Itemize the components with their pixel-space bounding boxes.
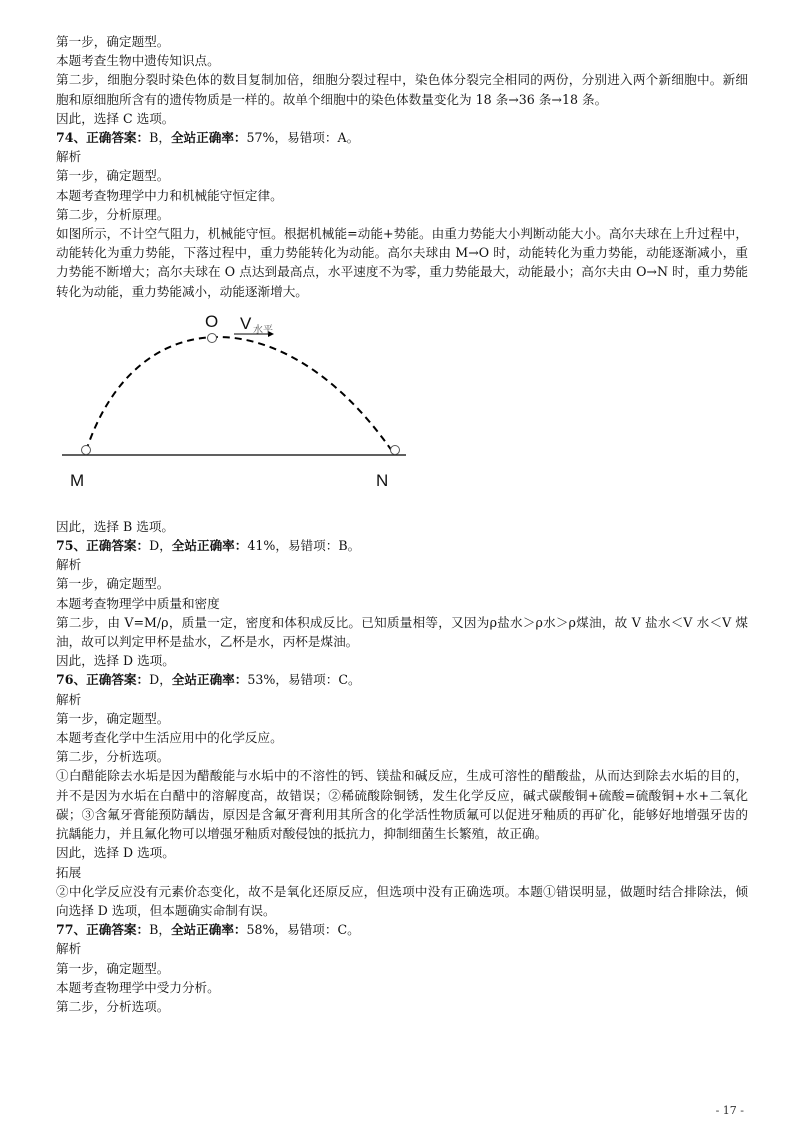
correct-answer-label: 正确答案： [86, 922, 150, 938]
question-number: 77、 [56, 922, 87, 938]
correct-answer-value: D， [149, 538, 172, 554]
text-line: 本题考查物理学中质量和密度 [56, 595, 220, 611]
text-line: 第二步，分析原理。 [56, 206, 170, 222]
label-o: O [205, 311, 219, 331]
question-number: 76、 [56, 672, 87, 688]
label-horizontal: 水平 [253, 324, 273, 336]
text-line: 第二步，分析选项。 [56, 998, 170, 1014]
text-line: 本题考查生物中遗传知识点。 [56, 53, 220, 69]
accuracy-value: 57%，易错项：A。 [246, 130, 360, 146]
text-paragraph: 第二步，细胞分裂时染色体的数目复制加倍，细胞分裂过程中，染色体分裂完全相同的两份，分别进入两个新细胞中。新细胞和原细胞所含有的遗传物质是一样的。故单个细胞中的染色体数量变化为 18 条→36 条→18 条。 [56, 72, 748, 107]
text-paragraph: 第二步，由 V=M/ρ，质量一定，密度和体积成反比。已知质量相等，又因为ρ盐水＞ρ水＞ρ煤油，故 V 盐水＜V 水＜V 煤油，故可以判定甲杯是盐水，乙杯是水，丙杯是煤油。 [56, 614, 748, 650]
block-73-tail [56, 32, 748, 128]
analysis-74 [56, 147, 748, 301]
text-line: 因此，选择 D 选项。 [56, 653, 175, 669]
answer-header-74 [56, 128, 748, 147]
section-heading: 解析 [56, 149, 82, 165]
accuracy-label: 全站正确率： [171, 538, 248, 554]
section-heading: 拓展 [56, 864, 82, 880]
accuracy-label: 全站正确率： [171, 672, 248, 688]
accuracy-label: 全站正确率： [170, 130, 247, 146]
label-v: V [240, 313, 252, 333]
label-n: N [376, 470, 389, 490]
text-line: 第二步，分析选项。 [56, 749, 170, 765]
answer-header-76 [56, 670, 748, 689]
text-line: 因此，选择 C 选项。 [56, 110, 175, 126]
section-heading: 解析 [56, 941, 82, 957]
label-m: M [70, 470, 85, 490]
answer-header-75 [56, 536, 748, 555]
text-line: 因此，选择 B 选项。 [56, 518, 175, 534]
document-page [56, 32, 748, 1016]
correct-answer-label: 正确答案： [86, 672, 150, 688]
text-paragraph: ②中化学反应没有元素价态变化，故不是氧化还原反应，但选项中没有正确选项。本题①错误明显，做题时结合排除法，倾向选择 D 选项，但本题确实命制有误。 [56, 883, 748, 918]
correct-answer-label: 正确答案： [86, 538, 150, 554]
trajectory-path [86, 337, 392, 451]
trajectory-diagram [56, 309, 748, 509]
section-heading: 解析 [56, 557, 82, 573]
analysis-77 [56, 939, 748, 1016]
answer-header-77 [56, 920, 748, 939]
correct-answer-value: B， [149, 130, 171, 146]
analysis-75 [56, 555, 748, 670]
text-line: 第一步，确定题型。 [56, 576, 170, 592]
correct-answer-value: B， [149, 922, 171, 938]
ball-o [208, 333, 217, 342]
text-line: 本题考查物理学中力和机械能守恒定律。 [56, 187, 283, 203]
question-number: 75、 [56, 538, 87, 554]
text-line: 第一步，确定题型。 [56, 168, 170, 184]
accuracy-value: 53%，易错项：C。 [247, 672, 361, 688]
text-line: 本题考查化学中生活应用中的化学反应。 [56, 730, 283, 746]
correct-answer-label: 正确答案： [86, 130, 150, 146]
section-heading: 解析 [56, 691, 82, 707]
text-line: 第一步，确定题型。 [56, 960, 170, 976]
analysis-76 [56, 690, 748, 920]
text-line: 第一步，确定题型。 [56, 710, 170, 726]
text-paragraph: ①白醋能除去水垢是因为醋酸能与水垢中的不溶性的钙、镁盐和碱反应，生成可溶性的醋酸盐，从而达到除去水垢的目的，并不是因为水垢在白醋中的溶解度高，故错误；②稀硫酸除铜锈，发生化学反应，碱式碳酸铜+硫酸=硫酸铜+水+二氧化碳；③含氟牙膏能预防龋齿，原因是含氟牙膏利用其所含的化学活性物质氟可以促进牙釉质的再矿化，能够好地增强牙齿的抗龋能力，并且氟化物可以增强牙釉质对酸侵蚀的抵抗力，抑制细菌生长繁殖，故正确。 [56, 768, 748, 842]
text-paragraph: 如图所示，不计空气阻力，机械能守恒。根据机械能=动能+势能。由重力势能大小判断动能大小。高尔夫球在上升过程中，动能转化为重力势能，下落过程中，重力势能转化为动能。高尔夫球由 M→O 时，动能转化为重力势能，动能逐渐减小，重力势能不断增大；高尔夫球在 O 点达到最高点，水平速度不为零，重力势能最大，动能最小；高尔夫由 O→N 时，重力势能转化为动能，重力势能减小，动能逐渐增大。 [56, 226, 748, 299]
text-line: 因此，选择 D 选项。 [56, 845, 175, 861]
text-line: 本题考查物理学中受力分析。 [56, 979, 220, 995]
ball-n [391, 445, 400, 454]
correct-answer-value: D， [149, 672, 172, 688]
page-number: - 17 - [715, 1104, 744, 1117]
question-number: 74、 [56, 130, 87, 146]
accuracy-label: 全站正确率： [170, 922, 247, 938]
accuracy-value: 41%，易错项：B。 [247, 538, 361, 554]
accuracy-value: 58%，易错项：C。 [246, 922, 360, 938]
ball-m [82, 445, 91, 454]
text-line: 第一步，确定题型。 [56, 34, 170, 49]
trajectory-figure [56, 309, 748, 509]
